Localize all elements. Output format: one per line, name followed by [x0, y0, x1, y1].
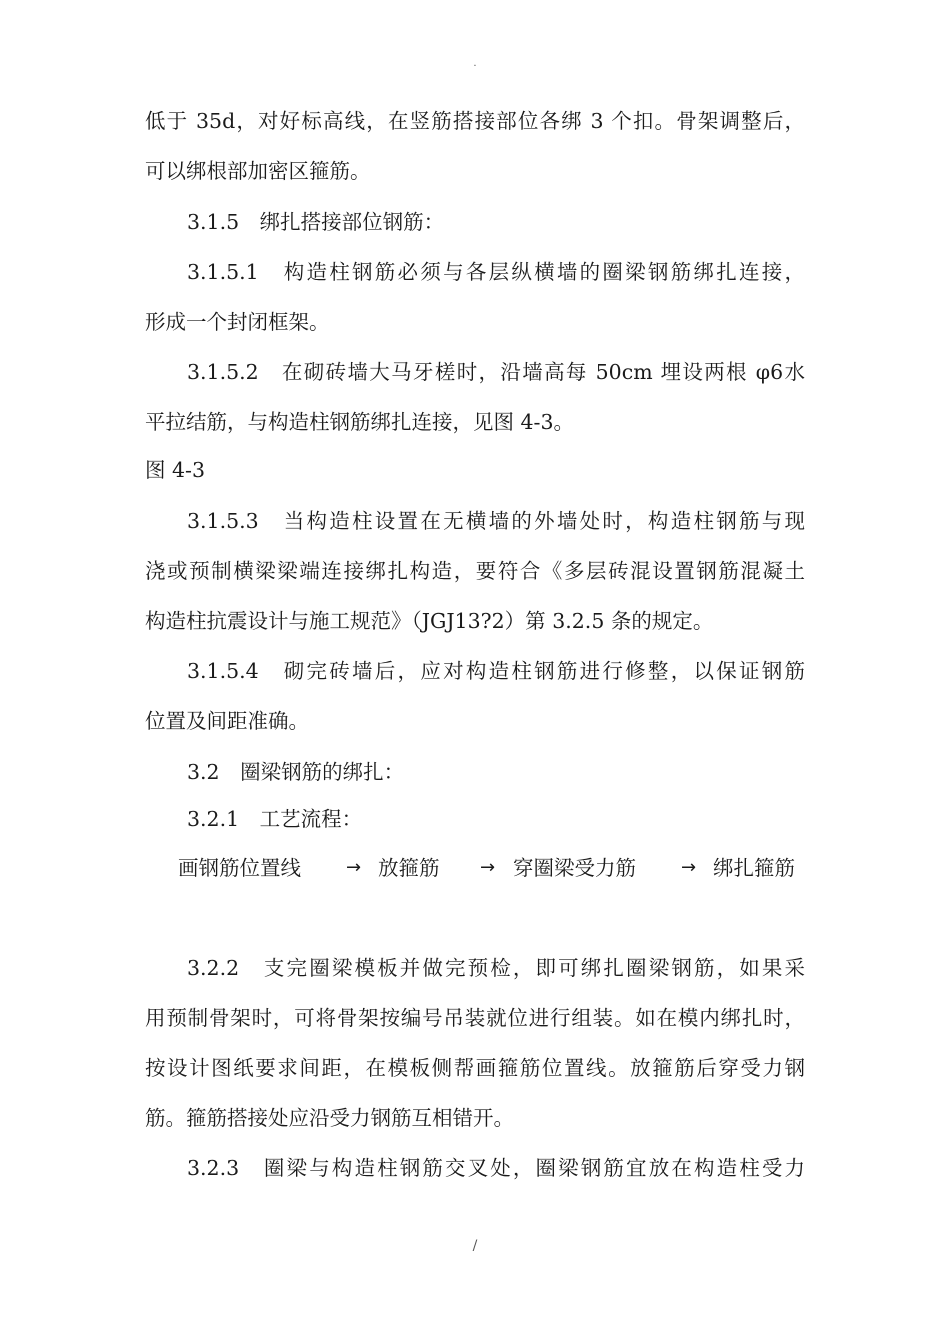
text-line: 形成一个封闭框架。: [145, 310, 330, 334]
text-line: 位置及间距准确。: [145, 709, 309, 733]
text-line: 3.1.5.1 构造柱钢筋必须与各层纵横墙的圈梁钢筋绑扎连接，: [187, 260, 805, 284]
footer-mark: /: [472, 1238, 478, 1254]
flow-arrow-icon: →: [346, 857, 362, 878]
section-heading: 3.1.5 绑扎搭接部位钢筋：: [187, 210, 445, 234]
section-heading: 3.2 圈梁钢筋的绑扎：: [187, 760, 405, 784]
text-line: 平拉结筋，与构造柱钢筋绑扎连接，见图 4-3。: [145, 410, 575, 434]
flow-step: 绑扎箍筋: [713, 856, 795, 880]
text-line: 构造柱抗震设计与施工规范》（JGJ13?2）第 3.2.5 条的规定。: [145, 609, 714, 633]
section-heading: 3.2.1 工艺流程：: [187, 807, 363, 831]
flow-step: 放箍筋: [378, 856, 440, 880]
figure-caption: 图 4-3: [145, 458, 206, 482]
text-line: 3.2.3 圈梁与构造柱钢筋交叉处，圈梁钢筋宜放在构造柱受力: [187, 1156, 805, 1180]
text-line: 可以绑根部加密区箍筋。: [145, 159, 371, 183]
flow-arrow-icon: →: [681, 857, 697, 878]
text-line: 筋。箍筋搭接处应沿受力钢筋互相错开。: [145, 1106, 514, 1130]
text-line: 3.1.5.3 当构造柱设置在无横墙的外墙处时，构造柱钢筋与现: [187, 509, 805, 533]
flow-step: 画钢筋位置线: [178, 856, 301, 880]
text-line: 按设计图纸要求间距，在模板侧帮画箍筋位置线。放箍筋后穿受力钢: [145, 1056, 805, 1080]
header-mark: .: [473, 58, 477, 69]
text-line: 3.1.5.4 砌完砖墙后，应对构造柱钢筋进行修整，以保证钢筋: [187, 659, 805, 683]
text-line: 浇或预制横梁梁端连接绑扎构造，要符合《多层砖混设置钢筋混凝土: [145, 559, 805, 583]
text-line: 低于 35d，对好标高线，在竖筋搭接部位各绑 3 个扣。骨架调整后，: [145, 109, 805, 133]
text-line: 3.1.5.2 在砌砖墙大马牙槎时，沿墙高每 50cm 埋设两根 φ6水: [187, 360, 805, 384]
flow-step: 穿圈梁受力筋: [513, 856, 636, 880]
flow-arrow-icon: →: [480, 857, 496, 878]
text-line: 用预制骨架时，可将骨架按编号吊装就位进行组装。如在模内绑扎时，: [145, 1006, 805, 1030]
text-line: 3.2.2 支完圈梁模板并做完预检，即可绑扎圈梁钢筋，如果采: [187, 956, 805, 980]
